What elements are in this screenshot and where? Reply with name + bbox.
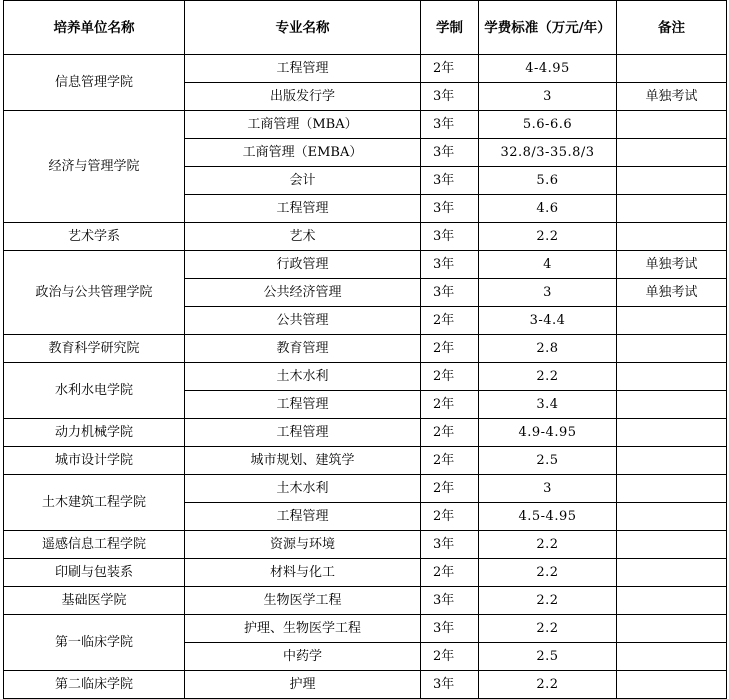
table-row: [4, 55, 727, 83]
fee-cell: 2.8: [479, 335, 617, 363]
note-cell: [617, 559, 727, 587]
table-row: [4, 111, 727, 139]
table-row: [4, 531, 727, 559]
major-cell: 护理: [185, 671, 421, 699]
fee-cell: 2.2: [479, 559, 617, 587]
note-cell: [617, 643, 727, 671]
tuition-table: [3, 0, 727, 699]
fee-cell: 2.2: [479, 671, 617, 699]
header-major: 专业名称: [185, 1, 421, 55]
years-cell: 2年: [421, 391, 479, 419]
unit-cell: 城市设计学院: [4, 447, 185, 475]
years-cell: 2年: [421, 335, 479, 363]
fee-cell: 4: [479, 251, 617, 279]
unit-cell: 政治与公共管理学院: [4, 251, 185, 335]
major-cell: 公共管理: [185, 307, 421, 335]
years-cell: 3年: [421, 251, 479, 279]
years-cell: 3年: [421, 671, 479, 699]
major-cell: 出版发行学: [185, 83, 421, 111]
header-note: 备注: [617, 1, 727, 55]
major-cell: 公共经济管理: [185, 279, 421, 307]
major-cell: 教育管理: [185, 335, 421, 363]
fee-cell: 2.5: [479, 447, 617, 475]
unit-cell: 基础医学院: [4, 587, 185, 615]
table-row: [4, 559, 727, 587]
years-cell: 3年: [421, 587, 479, 615]
note-cell: 单独考试: [617, 279, 727, 307]
years-cell: 2年: [421, 55, 479, 83]
years-cell: 2年: [421, 307, 479, 335]
years-cell: 2年: [421, 363, 479, 391]
table-row: [4, 335, 727, 363]
note-cell: [617, 447, 727, 475]
header-row: [4, 1, 727, 55]
note-cell: [617, 55, 727, 83]
major-cell: 城市规划、建筑学: [185, 447, 421, 475]
years-cell: 3年: [421, 531, 479, 559]
fee-cell: 4.6: [479, 195, 617, 223]
note-cell: [617, 195, 727, 223]
table-row: [4, 475, 727, 503]
unit-cell: 第二临床学院: [4, 671, 185, 699]
major-cell: 护理、生物医学工程: [185, 615, 421, 643]
table-row: [4, 671, 727, 699]
unit-cell: 土木建筑工程学院: [4, 475, 185, 531]
unit-cell: 动力机械学院: [4, 419, 185, 447]
note-cell: [617, 223, 727, 251]
table-header: [4, 1, 727, 55]
major-cell: 工程管理: [185, 419, 421, 447]
note-cell: [617, 363, 727, 391]
table-row: [4, 587, 727, 615]
major-cell: 工程管理: [185, 195, 421, 223]
table-row: [4, 447, 727, 475]
years-cell: 3年: [421, 279, 479, 307]
years-cell: 3年: [421, 223, 479, 251]
fee-cell: 2.5: [479, 643, 617, 671]
note-cell: [617, 671, 727, 699]
table-row: [4, 615, 727, 643]
fee-cell: 2.2: [479, 587, 617, 615]
note-cell: [617, 419, 727, 447]
note-cell: [617, 475, 727, 503]
unit-cell: 艺术学系: [4, 223, 185, 251]
header-fee: 学费标准（万元/年）: [479, 1, 617, 55]
unit-cell: 信息管理学院: [4, 55, 185, 111]
major-cell: 工程管理: [185, 503, 421, 531]
unit-cell: 遥感信息工程学院: [4, 531, 185, 559]
years-cell: 3年: [421, 167, 479, 195]
note-cell: [617, 391, 727, 419]
note-cell: [617, 503, 727, 531]
note-cell: [617, 307, 727, 335]
major-cell: 行政管理: [185, 251, 421, 279]
fee-cell: 2.2: [479, 223, 617, 251]
note-cell: [617, 111, 727, 139]
note-cell: [617, 587, 727, 615]
fee-cell: 2.2: [479, 531, 617, 559]
years-cell: 3年: [421, 139, 479, 167]
years-cell: 2年: [421, 475, 479, 503]
note-cell: [617, 531, 727, 559]
major-cell: 工程管理: [185, 391, 421, 419]
years-cell: 2年: [421, 447, 479, 475]
major-cell: 会计: [185, 167, 421, 195]
major-cell: 工程管理: [185, 55, 421, 83]
header-years: 学制: [421, 1, 479, 55]
fee-cell: 4.9-4.95: [479, 419, 617, 447]
unit-cell: 教育科学研究院: [4, 335, 185, 363]
years-cell: 2年: [421, 419, 479, 447]
major-cell: 材料与化工: [185, 559, 421, 587]
fee-cell: 2.2: [479, 615, 617, 643]
years-cell: 2年: [421, 559, 479, 587]
note-cell: [617, 139, 727, 167]
note-cell: [617, 335, 727, 363]
years-cell: 3年: [421, 111, 479, 139]
table-row: [4, 251, 727, 279]
fee-cell: 4-4.95: [479, 55, 617, 83]
table-row: [4, 363, 727, 391]
tuition-table-container: [3, 0, 727, 699]
table-row: [4, 223, 727, 251]
years-cell: 3年: [421, 195, 479, 223]
fee-cell: 32.8/3-35.8/3: [479, 139, 617, 167]
major-cell: 艺术: [185, 223, 421, 251]
years-cell: 3年: [421, 83, 479, 111]
note-cell: 单独考试: [617, 83, 727, 111]
unit-cell: 水利水电学院: [4, 363, 185, 419]
major-cell: 土木水利: [185, 475, 421, 503]
major-cell: 工商管理（EMBA）: [185, 139, 421, 167]
fee-cell: 4.5-4.95: [479, 503, 617, 531]
fee-cell: 3: [479, 83, 617, 111]
note-cell: 单独考试: [617, 251, 727, 279]
years-cell: 3年: [421, 615, 479, 643]
unit-cell: 印刷与包装系: [4, 559, 185, 587]
years-cell: 2年: [421, 643, 479, 671]
years-cell: 2年: [421, 503, 479, 531]
table-body: [4, 55, 727, 699]
unit-cell: 经济与管理学院: [4, 111, 185, 223]
unit-cell: 第一临床学院: [4, 615, 185, 671]
header-unit: 培养单位名称: [4, 1, 185, 55]
fee-cell: 3: [479, 475, 617, 503]
major-cell: 生物医学工程: [185, 587, 421, 615]
major-cell: 资源与环境: [185, 531, 421, 559]
fee-cell: 3.4: [479, 391, 617, 419]
note-cell: [617, 615, 727, 643]
fee-cell: 3: [479, 279, 617, 307]
major-cell: 中药学: [185, 643, 421, 671]
table-row: [4, 419, 727, 447]
major-cell: 工商管理（MBA）: [185, 111, 421, 139]
fee-cell: 3-4.4: [479, 307, 617, 335]
fee-cell: 2.2: [479, 363, 617, 391]
major-cell: 土木水利: [185, 363, 421, 391]
fee-cell: 5.6-6.6: [479, 111, 617, 139]
note-cell: [617, 167, 727, 195]
fee-cell: 5.6: [479, 167, 617, 195]
